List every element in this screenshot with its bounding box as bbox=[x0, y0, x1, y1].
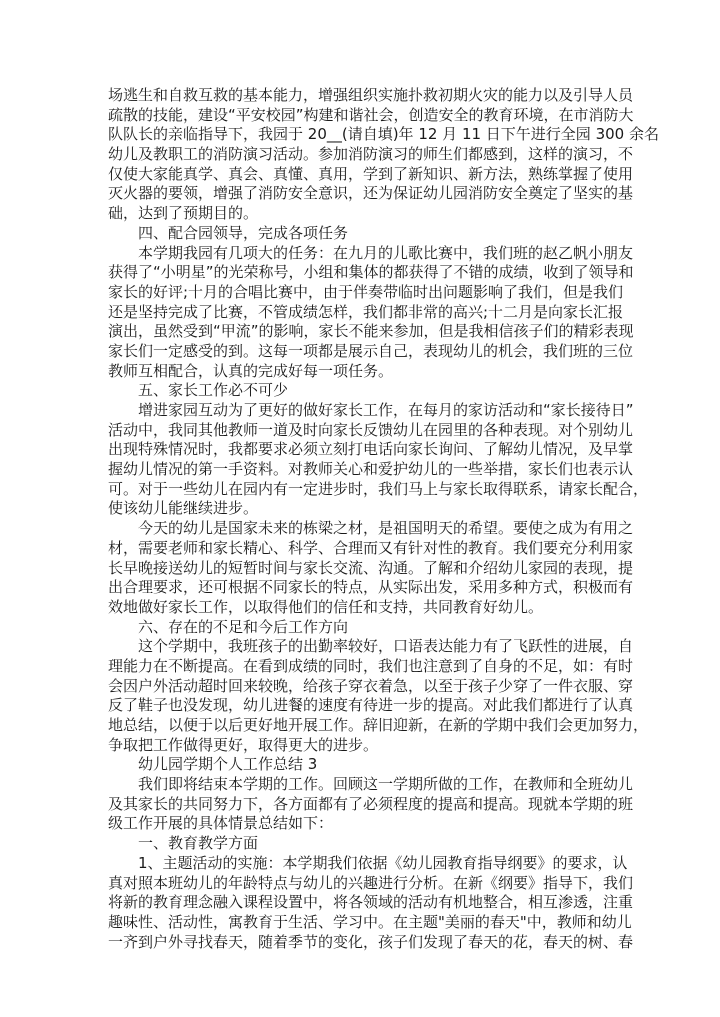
text-line: 出合理要求，还可根据不同家长的特点，从实际出发，采用多种方式，积极而有 bbox=[108, 578, 634, 597]
text-line: 演出，虽然受到“甲流”的影响，家长不能来参加，但是我相信孩子们的精彩表现 bbox=[108, 322, 634, 341]
text-line: 地总结，以便于以后更好地开展工作。辞旧迎新，在新的学期中我们会更加努力， bbox=[108, 716, 649, 734]
text-line: 反了鞋子也没发现，幼儿进餐的速度有待进一步的提高。对此我们都进行了认真 bbox=[108, 696, 634, 715]
text-line: 一齐到户外寻找春天，随着季节的变化，孩子们发现了春天的花，春天的树、春 bbox=[108, 932, 634, 951]
text-line: 仅使大家能真学、真会、真懂、真用，学到了新知识、新方法，熟练掌握了使用 bbox=[108, 164, 634, 183]
text-line: 还是坚持完成了比赛，不管成绩怎样，我们都非常的高兴;十二月是向家长汇报 bbox=[108, 302, 624, 321]
text-line: 出现特殊情况时，我都要求必须立刻打电话向家长询问、了解幼儿情况，及早掌 bbox=[108, 440, 634, 459]
text-line: 一、教育教学方面 bbox=[138, 834, 259, 853]
text-line: 趣味性、活动性，寓教育于生活、学习中。在主题"美丽的春天"中，教师和幼儿 bbox=[108, 912, 632, 931]
text-line: 五、家长工作必不可少 bbox=[138, 381, 289, 400]
text-line: 家长的好评;十月的合唱比赛中，由于伴奏带临时出问题影响了我们，但是我们 bbox=[108, 282, 624, 301]
text-line: 及其家长的共同努力下，各方面都有了必须程度的提高和提高。现就本学期的班 bbox=[108, 794, 634, 813]
text-line: 家长们一定感受的到。这每一项都是展示自己，表现幼儿的机会，我们班的三位 bbox=[108, 341, 634, 360]
text-line: 本学期我园有几项大的任务：在九月的儿歌比赛中，我们班的赵乙帆小朋友 bbox=[138, 243, 634, 262]
text-line: 争取把工作做得更好，取得更大的进步。 bbox=[108, 735, 379, 754]
text-line: 会因户外活动超时回来较晚，给孩子穿衣着急，以至于孩子少穿了一件衣服、穿 bbox=[108, 676, 634, 695]
text-line: 材，需要老师和家长精心、科学、合理而又有针对性的教育。我们要充分利用家 bbox=[108, 538, 634, 557]
text-line: 理能力在不断提高。在看到成绩的同时，我们也注意到了自身的不足，如：有时 bbox=[108, 656, 634, 675]
text-line: 疏散的技能，建设“平安校园”构建和谐社会，创造安全的教育环境，在市消防大 bbox=[108, 105, 634, 124]
text-line: 长早晚接送幼儿的短暂时间与家长交流、沟通。了解和介绍幼儿家园的表现，提 bbox=[108, 558, 634, 577]
text-line: 灭火器的要领，增强了消防安全意识，还为保证幼儿园消防安全奠定了坚实的基 bbox=[108, 184, 634, 203]
text-line: 础，达到了预期目的。 bbox=[108, 204, 259, 223]
text-line: 队队长的亲临指导下，我园于 20__(请自填)年 12 月 11 日下午进行全园 300 余名 bbox=[108, 125, 659, 144]
text-line: 活动中，我同其他教师一道及时向家长反馈幼儿在园里的各种表现。对个别幼儿 bbox=[108, 420, 634, 439]
text-line: 我们即将结束本学期的工作。回顾这一学期所做的工作，在教师和全班幼儿 bbox=[138, 775, 634, 794]
text-line: 将新的教育理念融入课程设置中，将各领域的活动有机地整合，相互渗透，注重 bbox=[108, 893, 634, 912]
text-line: 使该幼儿能继续进步。 bbox=[108, 499, 259, 518]
text-line: 增进家园互动为了更好的做好家长工作，在每月的家访活动和“家长接待日” bbox=[138, 401, 634, 419]
text-line: 真对照本班幼儿的年龄特点与幼儿的兴趣进行分析。在新《纲要》指导下，我们 bbox=[108, 873, 634, 892]
text-line: 幼儿园学期个人工作总结 3 bbox=[138, 755, 318, 774]
text-line: 场逃生和自救互救的基本能力，增强组织实施扑救初期火灾的能力以及引导人员 bbox=[108, 86, 634, 104]
text-line: 级工作开展的具体情景总结如下： bbox=[108, 814, 334, 833]
text-line: 教师互相配合，认真的完成好每一项任务。 bbox=[108, 361, 394, 380]
document-body bbox=[108, 86, 659, 952]
text-line: 幼儿及教职工的消防演习活动。参加消防演习的师生们都感到，这样的演习，不 bbox=[108, 145, 634, 164]
text-line: 六、存在的不足和今后工作方向 bbox=[138, 617, 349, 636]
text-line: 握幼儿情况的第一手资料。对教师关心和爱护幼儿的一些举措，家长们也表示认 bbox=[108, 460, 634, 479]
text-line: 今天的幼儿是国家未来的栋梁之材，是祖国明天的希望。要使之成为有用之 bbox=[138, 519, 634, 538]
text-line: 效地做好家长工作，以取得他们的信任和支持，共同教育好幼儿。 bbox=[108, 597, 544, 616]
text-line: 获得了“小明星”的光荣称号，小组和集体的都获得了不错的成绩，收到了领导和 bbox=[108, 263, 634, 282]
text-line: 1、主题活动的实施：本学期我们依据《幼儿园教育指导纲要》的要求，认 bbox=[138, 853, 628, 872]
text-line: 这个学期中，我班孩子的出勤率较好，口语表达能力有了飞跃性的进展，自 bbox=[138, 637, 634, 656]
text-line: 可。对于一些幼儿在园内有一定进步时，我们马上与家长取得联系，请家长配合， bbox=[108, 479, 649, 498]
text-line: 四、配合园领导，完成各项任务 bbox=[138, 223, 349, 242]
